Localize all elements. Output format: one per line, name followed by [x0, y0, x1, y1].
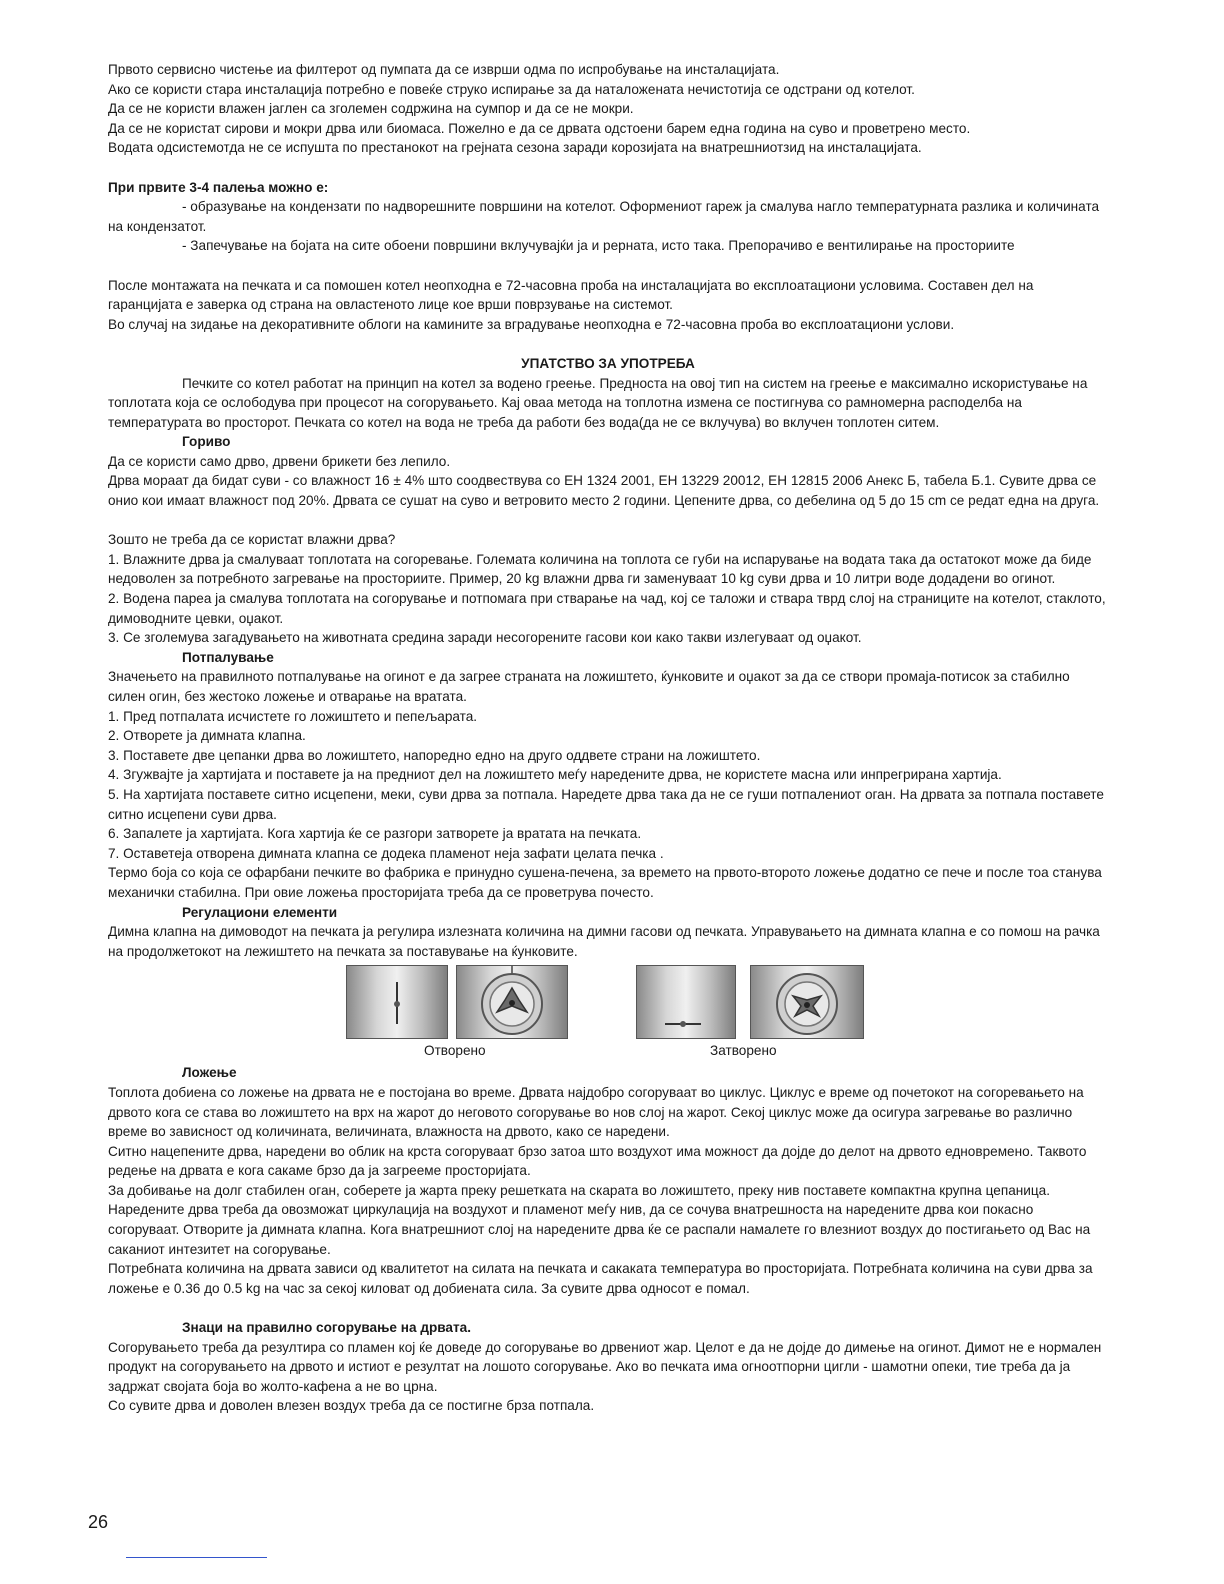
fuel-reason: 3. Се зголемува загадувањето на животната средина заради несогорените гасови кои како такви излегуваат од оџакот.	[108, 630, 862, 646]
firing-paragraph: Топлота добиена со ложење на дрвата не е постојана во време. Дрвата најдобро согоруваат во циклус. Циклус е време од почетокот на согоревањето на дрвото кога се става во ложиштето на врх на жарот до неговото согорување во нов слој на жарот. Секој циклус може да осигура загревање во различно време во зависност од количината, величината, влажноста на дрвото, како се наредени.	[108, 1084, 1084, 1140]
damper-closed-valve-icon	[751, 966, 863, 1038]
fuel-reason: 2. Водена пареа ја смалува топлотата на согорување и потпомага при стварање на чад, кој се таложи и ствара тврд слој на страниците на котелот, стаклото, димоводните цевки, оџакот.	[108, 591, 1106, 626]
intro-line: Водата одсистемотда не се испушта по престанокот на грејната сезона заради корозијата на внатрешниотзид на инсталацијата.	[108, 140, 922, 156]
firing-paragraph: За добивање на долг стабилен оган, соберете ја жарта преку решетката на скарата во ложиштето, преку нив поставете компактна крупна цепаница. Наредените дрва треба да овозможат циркулација на воздухот и пламенот меѓу нив, да се сочува внатрешноста на наредените дрва кои покасно согоруваат. Отворите ја димната клапна. Кога внатрешниот слој на наредените дрва ќе се распали намалете го влезниот воздух до постигањето од Вас на саканиот интезитет на согорување.	[108, 1182, 1091, 1257]
ignition-step: 6. Запалете ја хартијата. Кога хартија ќе се разгори затворете ја вратата на печката.	[108, 826, 642, 842]
fuel-paragraph: Дрва мораат да бидат суви - со влажност 16 ± 4% што соодвествува со ЕН 1324 2001, ЕН 13229 20012, ЕН 12815 2006 Анекс Б, табела Б.1. Сувите дрва се онио кои имаат влажност под 20%. Дрвата се сушат на суво и ветровито место 2 години. Цепените дрва, со дебелина од 5 до 15 cm се редат една на друга.	[108, 473, 1100, 509]
damper-closed-pipe-image	[636, 965, 736, 1039]
regulation-text: Димна клапна на димоводот на печката ја регулира излезната количина на димни гасови од печката. Управувањето на димната клапна е со помош на рачка на продолжетокот на лежиштето на печката за поставување на ќунковите.	[108, 924, 1100, 959]
signs-heading: Знаци на правилно согорување на дрвата.	[182, 1320, 471, 1336]
intro-line: Првото сервисно чистење иа филтерот од пумпата да се изврши одма по испробување на инсталацијата.	[108, 62, 780, 77]
manual-intro: Печките со котел работат на принцип на котел за водено греење. Предноста на овој тип на систем на греење е максимално искористување на топлотата која се ослободува при процесот на согорувањето. Кај оваа метода на топлотна измена се постигнува со рамномерна расподелба на температурата во просторот. Печката со котел на вода не треба да работи без вода(да не се вклучува) во вклучен топлотен ситем.	[108, 375, 1088, 430]
ignition-step: 3. Поставете две цепанки дрва во ложиштето, напоредно едно на друго оддвете страни на ложиштето.	[108, 747, 761, 763]
firing-paragraph: Ситно нацепените дрва, наредени во облик на крста согоруваат брзо затоа што воздухот има можност да дојде до делот на дрвото едновремено. Таквото редење на дрвата е кога сакаме брзо да ја загрееме просторијата.	[108, 1143, 1087, 1179]
ignition-heading: Потпалување	[182, 649, 274, 665]
first-fires-item: - Запечување на бојата на сите обоени површини вклучувајќи ја и рерната, исто така. Препорачиво е вентилирање на просториите	[182, 238, 1015, 254]
firing-heading: Ложење	[182, 1065, 237, 1081]
intro-line: Да се не користи влажен јаглен са зголемен содржина на сумпор и да се не мокри.	[108, 101, 634, 117]
ignition-step: 5. На хартијата поставете ситно исцепени, меки, суви дрва за потпала. Наредете дрва така да не се гуши потпалениот оган. На дрвата за потпала поставете ситно исцепени суви дрва.	[108, 786, 1104, 822]
ignition-step: 7. Оставетеја отворена димната клапна се додека пламенот неја зафати целата печка .	[108, 845, 664, 861]
ignition-intro: Значењето на правилното потпалување на огинот е да загрее страната на ложиштето, ќунковите и оџакот за да се створи промаја-потисок за стабилно силен огин, без жестоко ложење и отварање на вратата.	[108, 669, 1070, 704]
damper-open-valve-icon	[457, 966, 567, 1038]
first-fires-item: - образување на кондензати по надворешните површини на котелот. Оформениот гареж ја смалува нагло температурната разлика и количината на кондензатот.	[108, 199, 1100, 234]
damper-closed-top-image	[750, 965, 864, 1039]
page-number: 26	[88, 1512, 109, 1532]
ignition-paint-note: Термо боја со која се офарбани печките во фабрика е принудно сушена-печена, за времето на првото-второто ложење додатно се пече и после тоа станува механички стабилна. При овие ложења просторијата треба да се проветрува почесто.	[108, 865, 1102, 900]
ignition-step: 4. Згужвајте ја хартијата и поставете ја на предниот дел на ложиштето меѓу наредените дрва, не користете масна или инпрегрирана хартија.	[108, 767, 1002, 783]
damper-open-pipe-image	[346, 965, 448, 1039]
regulation-heading: Регулациони елементи	[182, 904, 338, 920]
firing-paragraph: Потребната количина на дрвата зависи од квалитетот на силата на печката и сакаката температура во просторијата. Потребната количина на суви дрва за ложење е 0.36 до 0.5 kg на час за секој киловат од добиената сила. За сувите дрва односот е помал.	[108, 1261, 1093, 1296]
caption-open: Отворено	[424, 1043, 486, 1059]
after-install-paragraph: Во случај на зидање на декоративните облоги на камините за вградување неопходна е 72-часовна проба во експлоатациони услови.	[108, 316, 955, 332]
ignition-step: 2. Отворете ја димната клапна.	[108, 728, 306, 744]
intro-line: Ако се користи стара инсталација потребно е повеќе струко испирање за да наталожената нечистотија се одстрани од котелот.	[108, 81, 915, 97]
fuel-paragraph: Да се користи само дрво, дрвени брикети без лепило.	[108, 453, 451, 469]
damper-open-top-image	[456, 965, 568, 1039]
manual-title: УПАТСТВО ЗА УПОТРЕБА	[521, 355, 695, 371]
first-fires-heading: При првите 3-4 палења можно е:	[108, 179, 329, 195]
fuel-heading: Гориво	[182, 434, 231, 450]
damper-open-handle	[347, 966, 447, 1038]
damper-closed-handle	[637, 966, 735, 1038]
footer-divider	[126, 1557, 267, 1558]
ignition-step: 1. Пред потпалата исчистете го ложиштето и пепељарата.	[108, 708, 478, 724]
fuel-reason: 1. Влажните дрва ја смалуваат топлотата на согоревање. Големата количина на топлота се губи на испарување на водата така да остатокот може да биде недоволен за потребното загревање на просториите. Пример, 20 kg влажни дрва ги заменуваат 10 kg суви дрва и 10 литри воде додадени во огинот.	[108, 551, 1092, 587]
signs-text: Согорувањето треба да резултира со пламен кој ќе доведе до согорување во дрвениот жар. Целот е да не дојде до димење на огинот. Димот не е нормален продукт на согорувањето на дрвото и истиот е резултат на лошото согорување. Ако во печката има огноотпорни цигли - шамотни опеки, тие треба да ја задржат својата боја во жолто-кафена а не во црна.	[108, 1339, 1102, 1394]
caption-closed: Затворено	[710, 1043, 777, 1059]
after-install-paragraph: После монтажата на печката и са помошен котел неопходна е 72-часовна проба на инсталацијата во експлоатациони условима. Составен дел на гаранцијата е заверка од страна на овластеното лице кое врши поврзување на системот.	[108, 277, 1034, 313]
signs-last: Со сувите дрва и доволен влезен воздух треба да се постигне брза потпала.	[108, 1398, 595, 1414]
intro-line: Да се не користат сирови и мокри дрва или биомаса. Пожелно е да се дрвата одстоени барем една година на суво и проветрено место.	[108, 120, 971, 136]
fuel-question: Зошто не треба да се користат влажни дрва?	[108, 532, 396, 548]
damper-figures	[108, 963, 1108, 1063]
document-body	[108, 60, 1108, 1416]
